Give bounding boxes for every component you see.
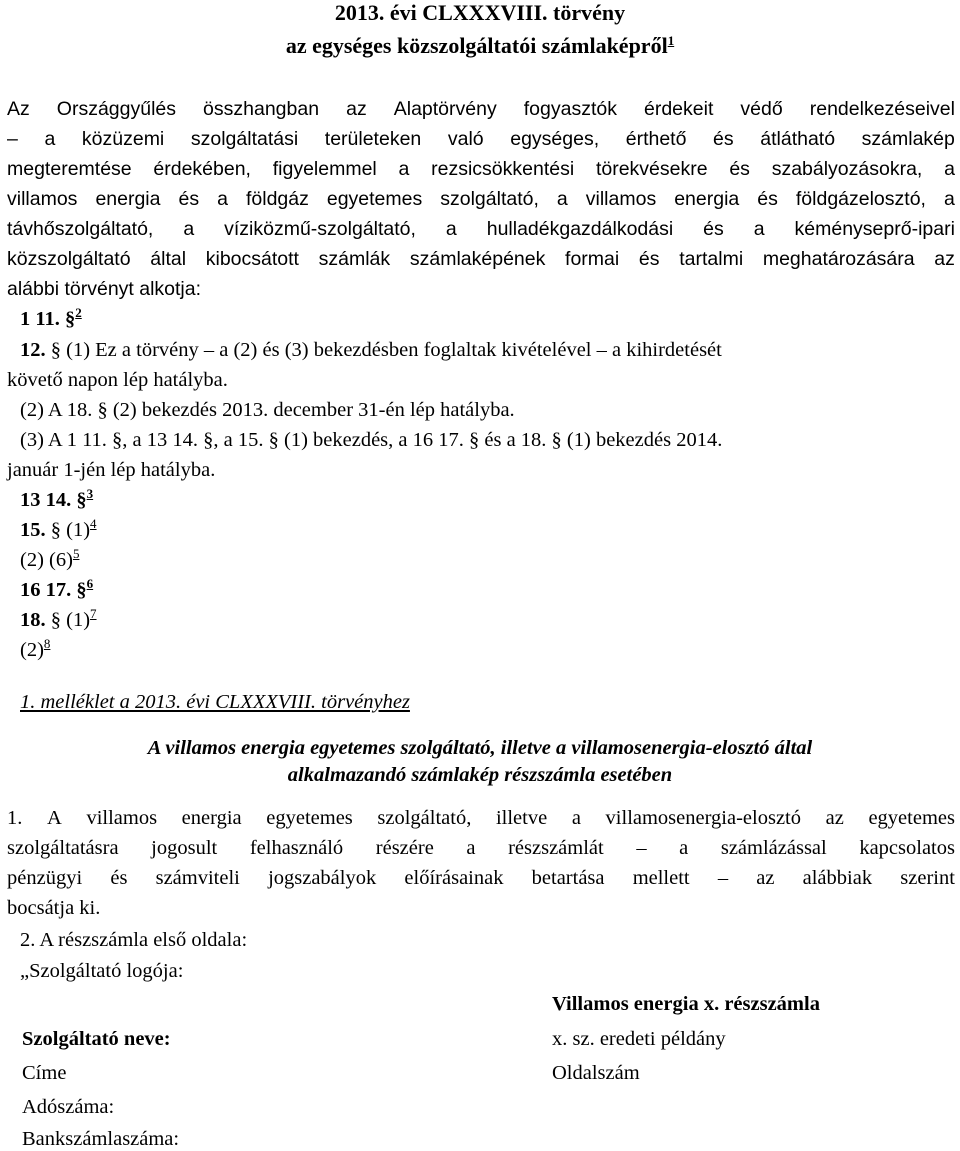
footnote-ref[interactable]: 5 [72, 546, 80, 561]
word: A [47, 807, 62, 829]
word: érthető [625, 128, 687, 150]
word: szolgáltatási [190, 128, 299, 150]
preamble-line: alábbi törvényt alkotja: [7, 278, 202, 300]
word: részére [375, 837, 434, 859]
section-18-p2: $(2)^8$ [20, 636, 51, 661]
word: az [756, 867, 775, 889]
word: által [150, 248, 187, 270]
word: energia [95, 188, 161, 210]
word: törekvésekre [595, 158, 708, 180]
word: villamos [7, 188, 78, 210]
word: Az [7, 98, 30, 120]
preamble-line [7, 217, 955, 241]
section-15-p2: (2) $(6)^5$ [20, 546, 80, 571]
word: alábbiak [802, 867, 873, 889]
annex-heading: A villamos energia egyetemes szolgáltató, illetve a villamosenergia-elosztó által [147, 737, 813, 759]
word: betartása [531, 867, 605, 889]
bank-account-label: Bankszámlaszáma: [22, 1128, 180, 1150]
word: illetve [495, 807, 548, 829]
annex-item-2: 2. A részszámla első oldala: [20, 929, 248, 951]
footnote-ref[interactable]: 1 [667, 33, 675, 48]
law-subtitle: az egységes közszolgáltatói számlaképről$^1$ [285, 33, 675, 58]
word: számlák [318, 248, 391, 270]
page-number-label: Oldalszám [552, 1062, 640, 1084]
word: és [178, 188, 200, 210]
word: a [556, 188, 568, 210]
provider-logo-label: „Szolgáltató logója: [20, 960, 184, 982]
preamble-line [7, 97, 955, 121]
word: mellett [632, 867, 690, 889]
word: egységes, [510, 128, 600, 150]
preamble-line [7, 157, 955, 181]
word: – [636, 837, 647, 859]
annex-paragraph-line [7, 866, 955, 890]
annex-paragraph-line [7, 806, 955, 830]
word: összhangban [203, 98, 320, 120]
word: hulladékgazdálkodási [486, 218, 674, 240]
word: védő [740, 98, 783, 120]
footnote-ref[interactable]: 3 [86, 486, 94, 501]
word: a [944, 158, 955, 180]
annex-title: 1. melléklet a 2013. évi CLXXXVIII. törvényhez [20, 691, 410, 713]
word: a [753, 218, 765, 240]
word: a [217, 188, 228, 210]
preamble-line [7, 247, 955, 271]
preamble-line [7, 127, 955, 151]
word: közüzemi [81, 128, 165, 150]
word: Alaptörvény [393, 98, 497, 120]
word: érdekében, [153, 158, 251, 180]
provider-name-label: Szolgáltató neve: [22, 1028, 171, 1050]
word: a [571, 807, 581, 829]
word: távhőszolgáltató, [7, 218, 154, 240]
word: szolgáltató, [440, 188, 539, 210]
word: – [717, 867, 729, 889]
word: számlakép [861, 128, 955, 150]
word: rezsicsökkentési [431, 158, 575, 180]
section-18-p1: 18. § $(1)^7$ [20, 606, 97, 631]
word: és [110, 867, 128, 889]
word: számviteli [155, 867, 240, 889]
section-12-p2: (2) A 18. § (2) bekezdés 2013. december 31-én lép hatályba. [20, 399, 515, 421]
word: megteremtése [7, 158, 132, 180]
original-copy-label: x. sz. eredeti példány [552, 1028, 726, 1050]
word: szolgáltató, [377, 807, 472, 829]
word: formai [565, 248, 620, 270]
word: számlaképének [409, 248, 546, 270]
footnote-ref[interactable]: 7 [90, 606, 97, 621]
word: szerint [900, 867, 955, 889]
word: területeken [324, 128, 422, 150]
word: energia [181, 807, 242, 829]
section-12-p1: 12. § (1) Ez a törvény – a (2) és (3) bekezdésben foglaltak kivételével – a kihirdetését [20, 339, 722, 361]
word: és [638, 248, 660, 270]
word: érdekeit [644, 98, 714, 120]
word: a [44, 128, 56, 150]
word: átlátható [760, 128, 836, 150]
word: tartalmi [679, 248, 744, 270]
word: a [943, 188, 955, 210]
word: előírásainak [404, 867, 504, 889]
word: kapcsolatos [859, 837, 955, 859]
annex-paragraph-line [7, 836, 955, 860]
word: fogyasztók [523, 98, 617, 120]
section-12-p3-cont: január 1-jén lép hatályba. [7, 459, 216, 481]
word: közszolgáltató [7, 248, 131, 270]
word: a [445, 218, 457, 240]
word: víziközmű-szolgáltató, [224, 218, 416, 240]
word: földgázelosztó, [795, 188, 926, 210]
word: az [825, 807, 844, 829]
footnote-ref[interactable]: 2 [75, 305, 82, 320]
word: kibocsátott [205, 248, 299, 270]
word: meghatározására [762, 248, 915, 270]
word: kéményseprő-ipari [794, 218, 955, 240]
address-label: Címe [22, 1062, 67, 1084]
law-title: 2013. évi CLXXXVIII. törvény [334, 0, 626, 25]
word: szabályozásokra, [771, 158, 923, 180]
section-15-p1: 15. § $(1)^4$ [20, 516, 97, 541]
footnote-ref[interactable]: 6 [86, 576, 94, 591]
section-12-p1-cont: követő napon lép hatályba. [7, 369, 228, 391]
word: villamos [86, 807, 158, 829]
word: földgáz [245, 188, 309, 210]
word: Országgyűlés [56, 98, 177, 120]
word: egyetemes [266, 807, 353, 829]
annex-heading: alkalmazandó számlakép részszámla esetében [287, 764, 673, 786]
word: jogosult [151, 837, 218, 859]
section-12-p3: (3) A 1 11. §, a 13 14. §, a 15. § (1) bekezdés, a 16 17. § és a 18. § (1) bekezdés 2014. [20, 429, 723, 451]
word: és [713, 128, 734, 150]
word: az [934, 248, 955, 270]
word: villamosenergia-elosztó [605, 807, 801, 829]
word: felhasználó [249, 837, 344, 859]
word: a [183, 218, 195, 240]
section-16-17: 16 17. §$^6$ [20, 576, 94, 601]
word: egyetemes [326, 188, 423, 210]
word: villamos [585, 188, 657, 210]
invoice-title: Villamos energia x. részszámla [552, 993, 820, 1015]
word: a [398, 158, 410, 180]
word: szolgáltatásra [7, 837, 119, 859]
footnote-ref[interactable]: 8 [43, 636, 51, 651]
word: és [757, 188, 778, 210]
word: a [466, 837, 476, 859]
section-13-14: 13 14. §$^3$ [20, 486, 94, 511]
footnote-ref[interactable]: 4 [90, 516, 97, 531]
word: számlázással [720, 837, 827, 859]
section-1-11: 1 11. §$^2$ [20, 305, 82, 330]
tax-number-label: Adószáma: [22, 1096, 115, 1118]
word: energia [674, 188, 740, 210]
word: pénzügyi [7, 867, 83, 889]
word: figyelemmel [272, 158, 377, 180]
word: egyetemes [868, 807, 955, 829]
word: való [447, 128, 484, 150]
word: és [703, 218, 724, 240]
preamble-line [7, 187, 955, 211]
annex-paragraph-line: bocsátja ki. [7, 897, 101, 919]
word: 1. [7, 807, 23, 829]
word: – [7, 128, 18, 150]
word: jogszabályok [268, 867, 377, 889]
word: részszámlát [508, 837, 604, 859]
word: rendelkezéseivel [809, 98, 955, 120]
word: és [729, 158, 750, 180]
word: az [346, 98, 367, 120]
word: a [679, 837, 689, 859]
